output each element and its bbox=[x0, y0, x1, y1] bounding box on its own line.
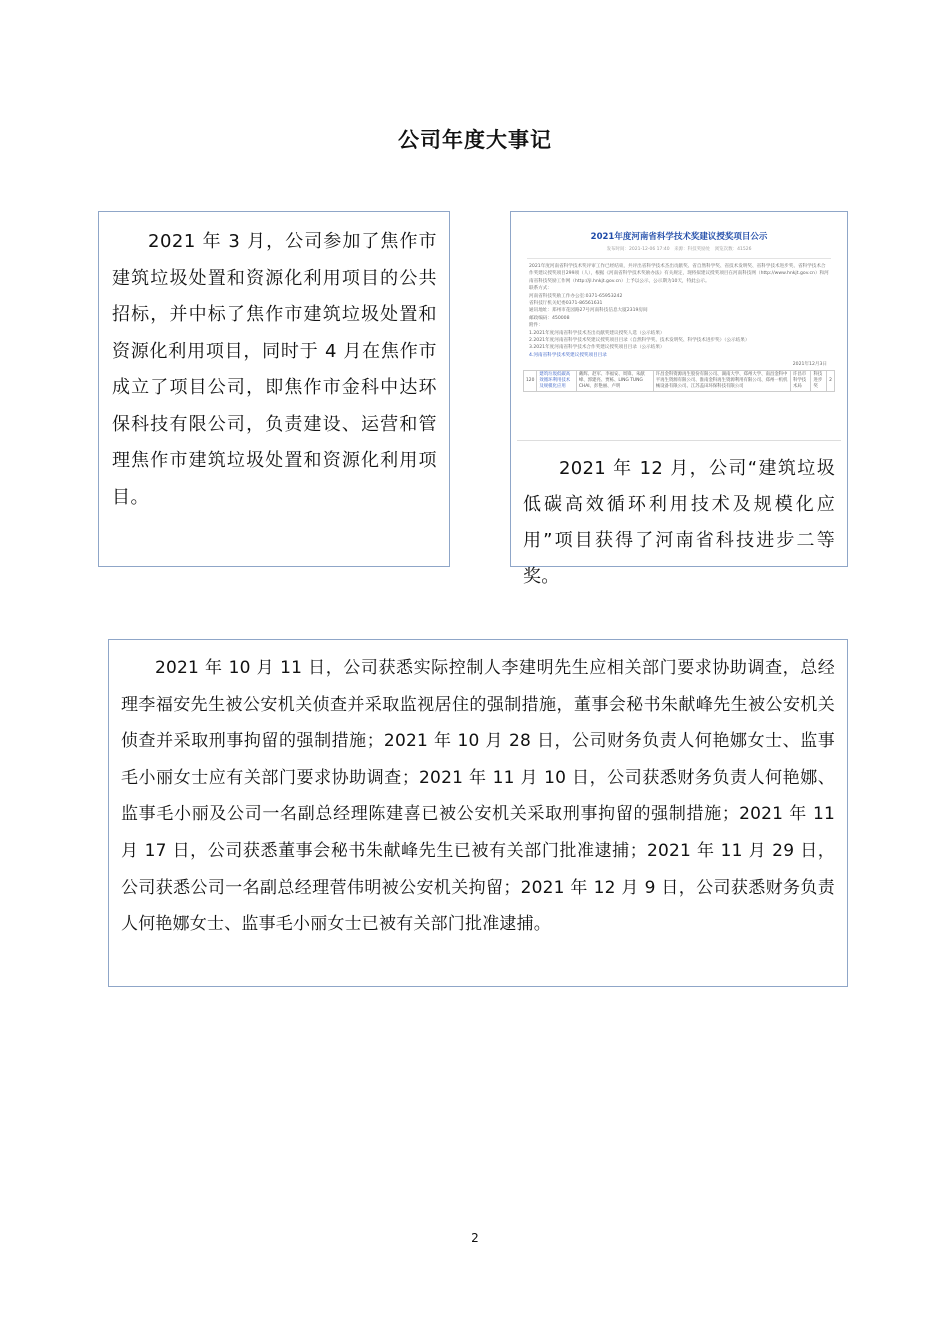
row-number: 120 bbox=[524, 371, 537, 392]
notice-attach-2: 2.2021年度河南省科学技术奖建议授奖项目目录（自然科学奖、技术发明奖、科学技术进步奖）（公示结果） bbox=[529, 338, 750, 344]
notice-divider bbox=[527, 258, 831, 259]
event-text-tender: 2021 年 3 月，公司参加了焦作市建筑垃圾处置和资源化利用项目的公共招标，并中标了焦作市建筑垃圾处置和资源化利用项目，同时于 4 月在焦作市成立了项目公司，即焦作市金科中达环保科技有限公司，负责建设、运营和管理焦作市建筑垃圾处置和资源化利用项目。 bbox=[112, 231, 437, 508]
notice-attach-1: 1.2021年度河南省科学技术杰出贡献奖建议授奖人选（公示结果） bbox=[529, 330, 665, 336]
notice-attach-3: 3.2021年度河南省科学技术合作奖建议授奖项目目录（公示结果） bbox=[529, 345, 665, 351]
row-people: 戴辉、赵军、李福安、周锋、朱献峰、郭建亮、贾栋、LING TUNG CHAI、彭艳丽、卢明 bbox=[576, 371, 653, 392]
row-project: 建筑垃圾低碳高效循环利用技术及规模化应用 bbox=[537, 371, 576, 392]
page-title: 公司年度大事记 bbox=[398, 128, 552, 152]
notice-attach-label: 附件： bbox=[529, 323, 543, 329]
event-text-investigation: 2021 年 10 月 11 日，公司获悉实际控制人李建明先生应相关部门要求协助调查，总经理李福安先生被公安机关侦查并采取监视居住的强制措施，董事会秘书朱献峰先生被公安机关侦查并采取刑事拘留的强制措施；2021 年 10 月 28 日，公司财务负责人何艳娜女士、监事毛小丽女士应有关部门要求协助调查；2021 年 11 月 10 日，公司获悉财务负责人何艳娜、监事毛小丽及公司一名副总经理陈建喜已被公安机关采取刑事拘留的强制措施；2021 年 11 月 17 日，公司获悉董事会秘书朱献峰先生已被有关部门批准逮捕；2021 年 11 月 29 日，公司获悉公司一名副总经理菅伟明被公安机关拘留；2021 年 12 月 9 日，公司获悉财务负责人何艳娜女士、监事毛小丽女士已被有关部门批准逮捕。 bbox=[121, 658, 835, 935]
row-grade: 2 bbox=[827, 371, 835, 392]
page-number: 2 bbox=[471, 1231, 479, 1245]
row-category: 科技进步奖 bbox=[811, 371, 827, 392]
notice-intro: 2021年度河南省科学技术奖评审工作已经结束，共评出省科学技术杰出贡献奖、省自然科学奖、省技术发明奖、省科学技术进步奖、省科学技术合作奖建议授奖项目299项（人），根据《河南省科学技术奖励办法》有关规定，现将拟建议授奖项目在河南科技网（http://www.hnkjt.gov.cn）和河南省科技奖励工作网（http://jl.hnkjt.gov.cn）上予以公示，公示期为10天，特此公示。 bbox=[529, 264, 829, 284]
notice-table bbox=[523, 370, 835, 392]
event-box-investigation bbox=[108, 639, 848, 987]
notice-contact-4: 邮政编码：450008 bbox=[529, 315, 570, 321]
table-row bbox=[524, 371, 835, 392]
row-units: 许昌金科资源再生股份有限公司、湖南大学、郑州大学、南昌金科中平再生资源有限公司、淮南金科再生资源利用有限公司、郑州一机机械设备有限公司、江苏盖田环保科技有限公司 bbox=[653, 371, 790, 392]
notice-contact-2: 省科技厅机关纪委0371-86561631 bbox=[529, 301, 603, 307]
row-nominator: 许昌市科学技术局 bbox=[790, 371, 810, 392]
notice-meta: 发布时间：2021-12-06 17:40 来源：科技奖励处 浏览次数：41526 bbox=[606, 247, 752, 252]
notice-body bbox=[517, 263, 841, 359]
event-box-award bbox=[510, 211, 848, 587]
notice-title: 2021年度河南省科学技术奖建议授奖项目公示 bbox=[590, 232, 768, 242]
notice-attach-4: 4.河南省科学技术奖建议授奖项目目录 bbox=[529, 352, 607, 358]
event-text-award: 2021 年 12 月，公司“建筑垃圾低碳高效循环利用技术及规模化应用”项目获得了河南省科技进步二等奖。 bbox=[523, 458, 835, 587]
notice-contact-label: 联系方式： bbox=[529, 286, 552, 292]
award-notice-screenshot bbox=[517, 220, 841, 441]
event-box-tender bbox=[98, 211, 450, 567]
notice-contact-3: 通讯地址：郑州市花园路27号河南科技信息大厦2319房间 bbox=[529, 308, 648, 314]
notice-contact-1: 河南省科技奖励工作办公室:0371-65953242 bbox=[529, 293, 623, 299]
notice-date: 2021年12月3日 bbox=[792, 362, 827, 368]
